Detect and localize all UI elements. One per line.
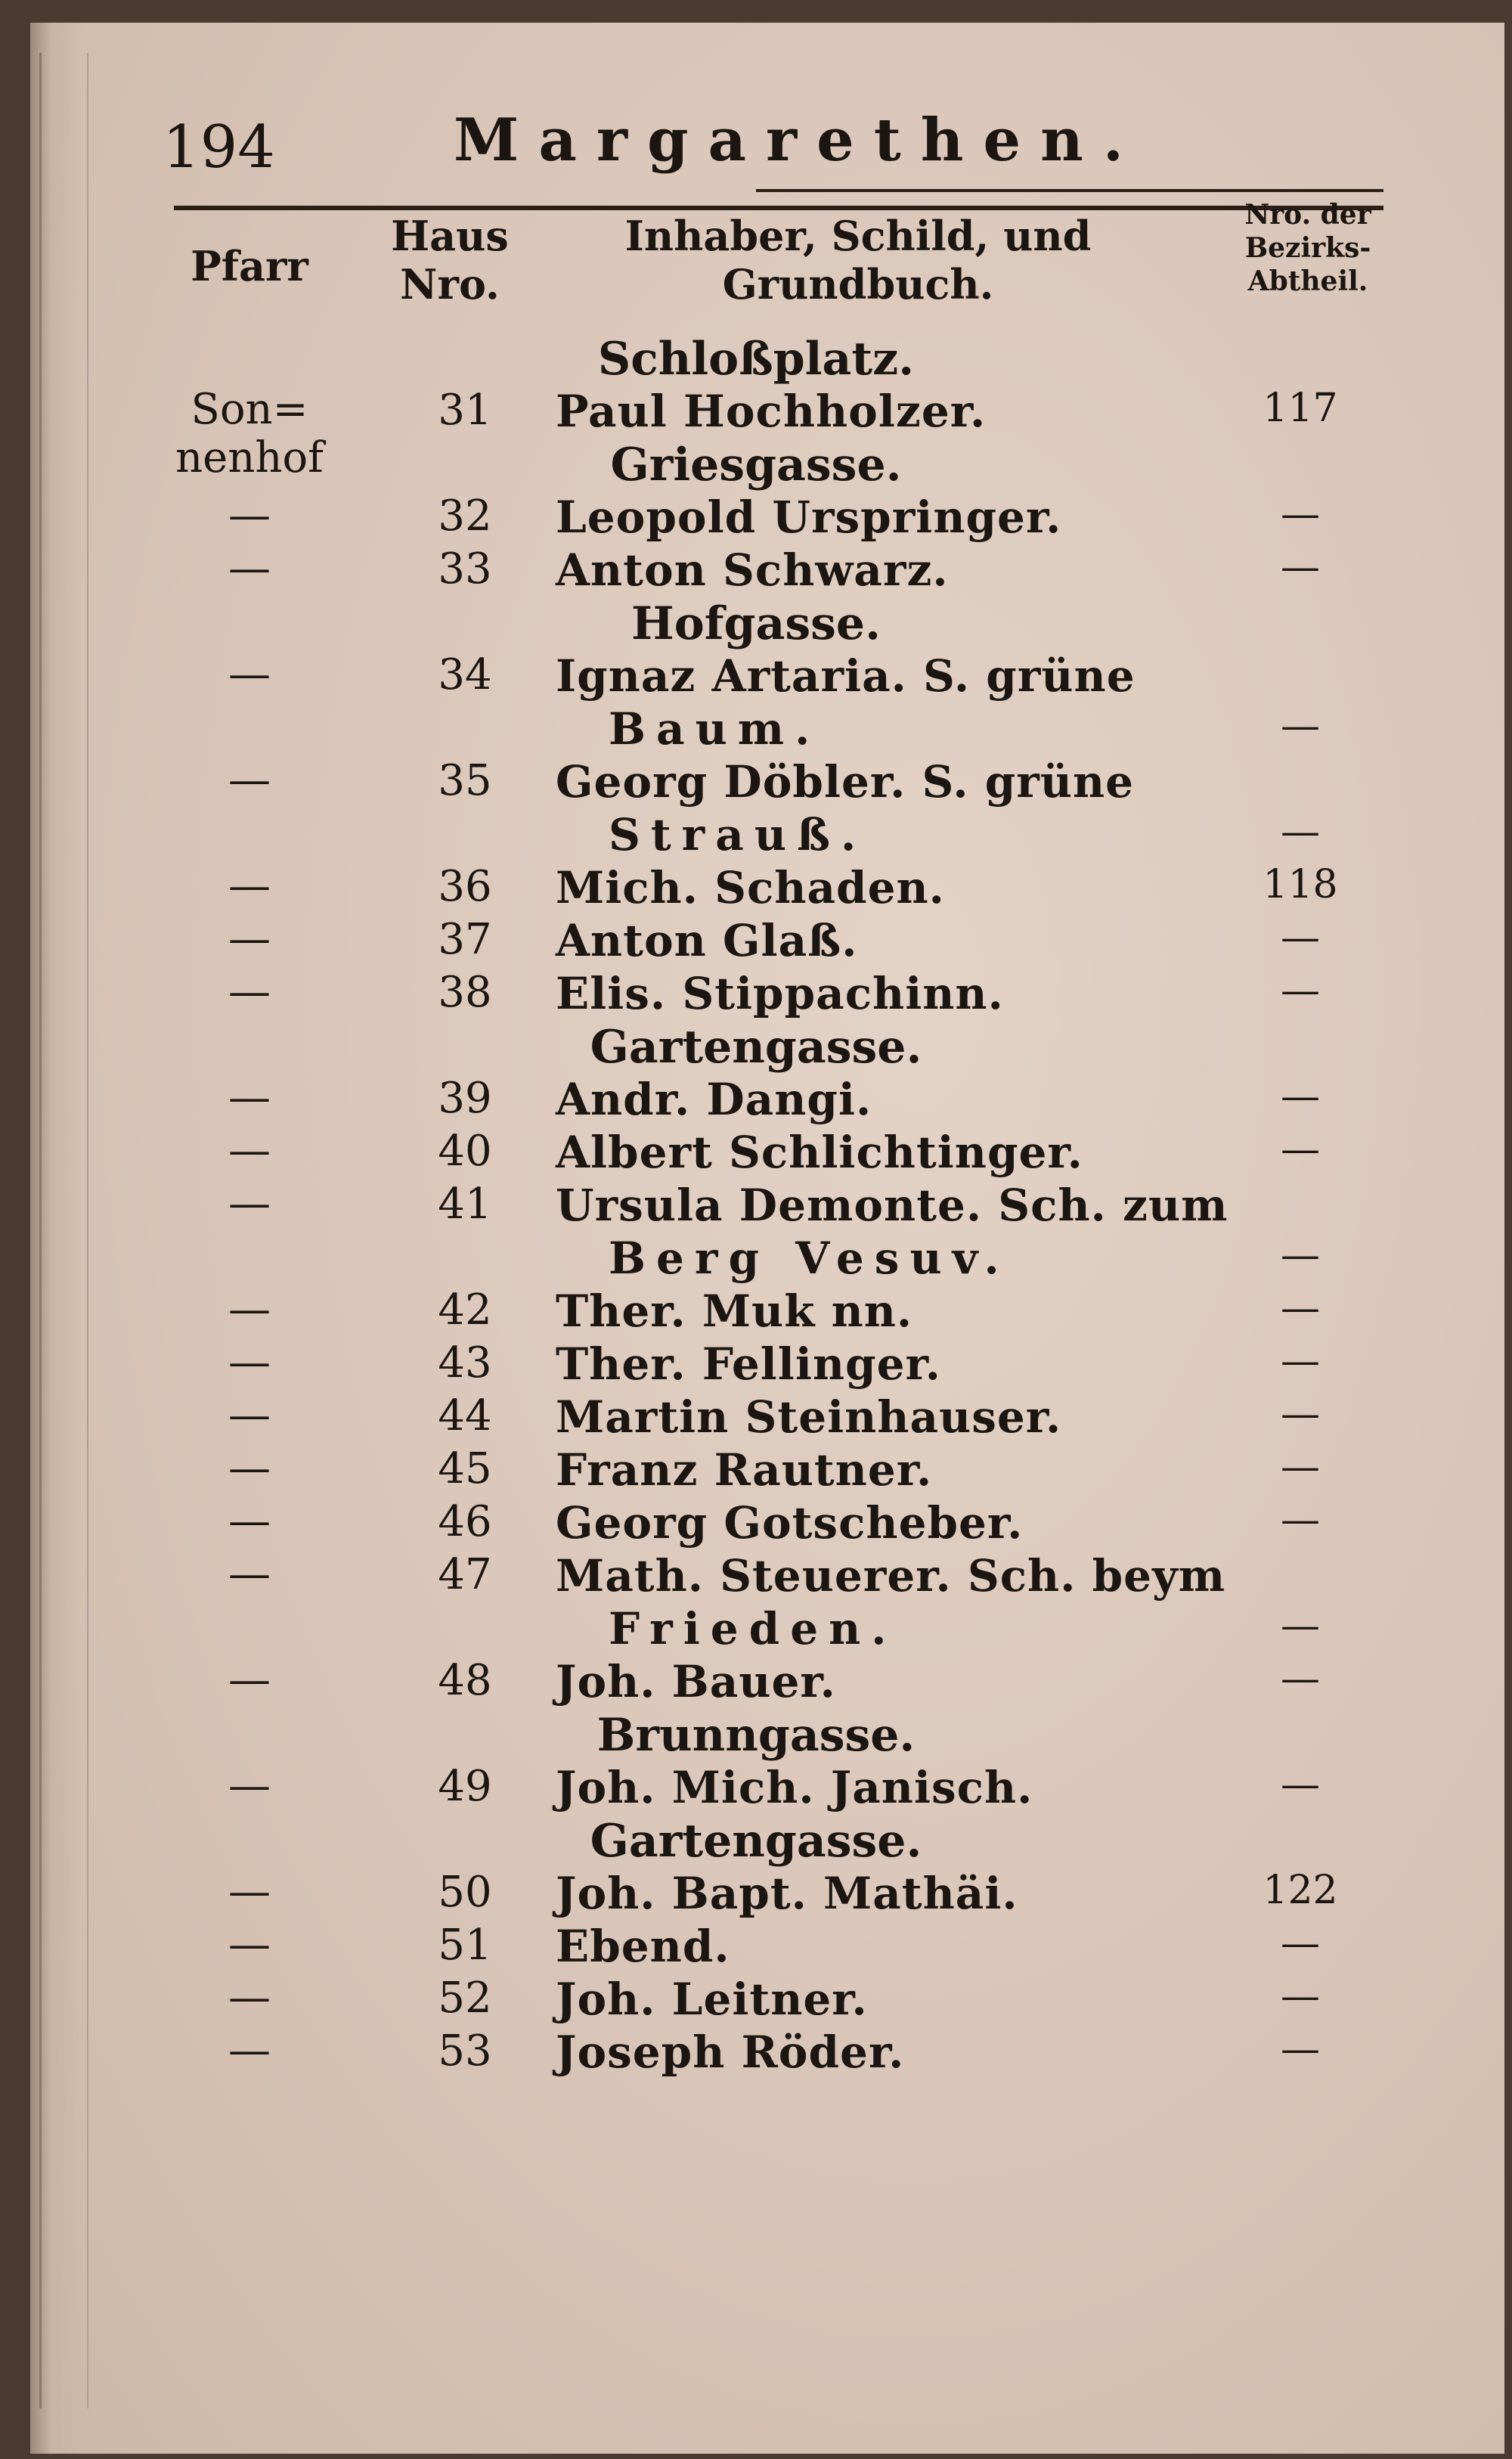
owner-name: Ther. Fellinger.	[556, 1338, 941, 1390]
haus-number: 34	[438, 650, 492, 699]
page-number: 194	[163, 113, 275, 181]
header-rule	[174, 206, 1383, 210]
column-header-haus: Haus Nro.	[391, 212, 509, 309]
bezirk-number: —	[1281, 1762, 1320, 1807]
table-row	[0, 862, 1474, 915]
owner-name: Ignaz Artaria. S. grüne	[556, 650, 1136, 702]
owner-name-continued: Baum.	[609, 703, 821, 755]
bezirk-number: 122	[1263, 1868, 1338, 1913]
haus-number: 50	[438, 1868, 492, 1917]
haus-number: 46	[438, 1497, 492, 1546]
pfarr-cell: —	[228, 967, 271, 1016]
running-title: Margarethen.	[454, 106, 1144, 175]
table-row	[0, 1974, 1474, 2026]
bezirk-number: —	[1281, 703, 1320, 749]
table-row	[0, 544, 1474, 597]
table-row	[0, 968, 1474, 1021]
bezirk-number: —	[1281, 1285, 1320, 1331]
table-row	[0, 1127, 1474, 1180]
table-row	[0, 491, 1474, 544]
owner-name: Paul Hochholzer.	[556, 386, 987, 437]
bezirk-number: —	[1281, 915, 1320, 960]
haus-number: 51	[438, 1921, 492, 1970]
table-row	[0, 915, 1474, 968]
haus-number: 52	[438, 1974, 492, 2023]
column-header-pfarr: Pfarr	[191, 242, 308, 290]
haus-number: 42	[438, 1285, 492, 1335]
owner-name-continued: Strauß.	[609, 809, 867, 860]
bezirk-number: —	[1281, 491, 1320, 537]
haus-number: 40	[438, 1127, 492, 1176]
bezirk-number: —	[1281, 1497, 1320, 1543]
bezirk-number: —	[1281, 1127, 1320, 1172]
bezirk-number: —	[1281, 1444, 1320, 1490]
owner-name: Martin Steinhauser.	[556, 1391, 1062, 1443]
bezirk-number: —	[1281, 1603, 1320, 1648]
haus-number: 31	[438, 386, 492, 435]
table-row	[0, 1338, 1474, 1391]
owner-name: Math. Steuerer. Sch. beym	[556, 1550, 1226, 1602]
owner-name: Anton Schwarz.	[556, 544, 949, 596]
bezirk-number: —	[1281, 1233, 1320, 1278]
owner-name: Joseph Röder.	[556, 2026, 905, 2078]
street-heading: Schloßplatz.	[597, 333, 915, 386]
pfarr-cell: —	[228, 1179, 271, 1228]
owner-name: Elis. Stippachinn.	[556, 968, 1004, 1019]
haus-number: 45	[438, 1444, 492, 1493]
bezirk-number: —	[1281, 809, 1320, 854]
table-row	[0, 1868, 1474, 1921]
pfarr-cell: Son=	[191, 385, 308, 434]
bezirk-number: 117	[1263, 386, 1338, 431]
pfarr-cell: —	[228, 1549, 271, 1599]
table-row	[0, 2026, 1474, 2079]
table-row	[0, 650, 1474, 755]
pfarr-cell: —	[228, 1867, 271, 1916]
bezirk-number: —	[1281, 1974, 1320, 2019]
pfarr-cell: —	[228, 1285, 271, 1334]
pfarr-cell: —	[228, 491, 271, 540]
column-header-inhaber: Inhaber, Schild, und Grundbuch.	[624, 212, 1092, 309]
owner-name: Franz Rautner.	[556, 1444, 933, 1496]
table-row	[0, 1285, 1474, 1338]
pfarr-cell: —	[228, 1073, 271, 1122]
owner-name: Ursula Demonte. Sch. zum	[556, 1180, 1228, 1231]
pfarr-cell: —	[228, 1973, 271, 2022]
owner-name: Georg Döbler. S. grüne	[556, 756, 1135, 808]
haus-number: 32	[438, 491, 492, 541]
owner-name: Leopold Urspringer.	[556, 491, 1062, 543]
pfarr-cell: —	[228, 650, 271, 699]
street-heading: Griesgasse.	[610, 439, 902, 491]
pfarr-cell: —	[228, 1920, 271, 1969]
pfarr-cell-continued: nenhof	[175, 433, 324, 482]
table-row	[0, 1391, 1474, 1444]
haus-number: 39	[438, 1074, 492, 1123]
pfarr-cell: —	[228, 861, 271, 910]
pfarr-cell: —	[228, 1655, 271, 1704]
owner-name: Georg Gotscheber.	[556, 1497, 1024, 1549]
pfarr-cell: —	[228, 1761, 271, 1810]
owner-name: Joh. Bapt. Mathäi.	[556, 1868, 1018, 1919]
owner-name: Joh. Leitner.	[556, 1974, 868, 2025]
pfarr-cell: —	[228, 1338, 271, 1387]
pfarr-cell: —	[228, 1391, 271, 1440]
bezirk-number: —	[1281, 1338, 1320, 1384]
pfarr-cell: —	[228, 1126, 271, 1175]
column-header-bezirk: Nro. der Bezirks-Abtheil.	[1244, 199, 1371, 297]
owner-name: Ther. Muk nn.	[556, 1285, 913, 1337]
haus-number: 38	[438, 968, 492, 1017]
owner-name: Anton Glaß.	[556, 915, 858, 966]
bezirk-number: —	[1281, 1656, 1320, 1701]
bezirk-number: —	[1281, 2026, 1320, 2072]
owner-name: Andr. Dangi.	[556, 1074, 872, 1125]
street-heading: Hofgasse.	[631, 597, 881, 650]
pfarr-cell: —	[228, 544, 271, 593]
bezirk-number: 118	[1263, 862, 1338, 907]
table-row	[0, 755, 1474, 860]
header-rule-upper	[756, 189, 1383, 192]
pfarr-cell: —	[228, 914, 271, 963]
pfarr-cell: —	[228, 2026, 271, 2075]
table-row	[0, 1497, 1474, 1550]
owner-name-continued: Berg Vesuv.	[609, 1233, 1010, 1284]
table-row	[0, 1656, 1474, 1709]
haus-number: 36	[438, 862, 492, 911]
pfarr-cell: —	[228, 1443, 271, 1493]
owner-name: Joh. Mich. Janisch.	[556, 1762, 1033, 1813]
bezirk-number: —	[1281, 1921, 1320, 1966]
haus-number: 44	[438, 1391, 492, 1440]
pfarr-cell: —	[228, 1496, 271, 1546]
haus-number: 53	[438, 2026, 492, 2076]
street-heading: Gartengasse.	[590, 1815, 922, 1868]
table-row	[0, 1179, 1474, 1284]
table-row	[0, 1921, 1474, 1974]
haus-number: 47	[438, 1550, 492, 1599]
haus-number: 48	[438, 1656, 492, 1705]
street-heading: Gartengasse.	[590, 1021, 922, 1074]
haus-number: 33	[438, 544, 492, 594]
bezirk-number: —	[1281, 1391, 1320, 1437]
bezirk-number: —	[1281, 968, 1320, 1013]
table-row	[0, 1444, 1474, 1497]
haus-number: 43	[438, 1338, 492, 1388]
haus-number: 41	[438, 1180, 492, 1229]
bezirk-number: —	[1281, 1074, 1320, 1119]
owner-name: Ebend.	[556, 1921, 730, 1972]
haus-number: 35	[438, 756, 492, 805]
table-row	[0, 1074, 1474, 1127]
haus-number: 37	[438, 915, 492, 964]
owner-name: Albert Schlichtinger.	[556, 1127, 1083, 1178]
table-row	[0, 1762, 1474, 1815]
haus-number: 49	[438, 1762, 492, 1811]
owner-name: Joh. Bauer.	[556, 1656, 836, 1707]
table-row	[0, 1549, 1474, 1654]
street-heading: Brunngasse.	[596, 1709, 916, 1762]
owner-name-continued: Frieden.	[609, 1603, 897, 1654]
bezirk-number: —	[1281, 544, 1320, 590]
owner-name: Mich. Schaden.	[556, 862, 945, 913]
pfarr-cell: —	[228, 755, 271, 805]
